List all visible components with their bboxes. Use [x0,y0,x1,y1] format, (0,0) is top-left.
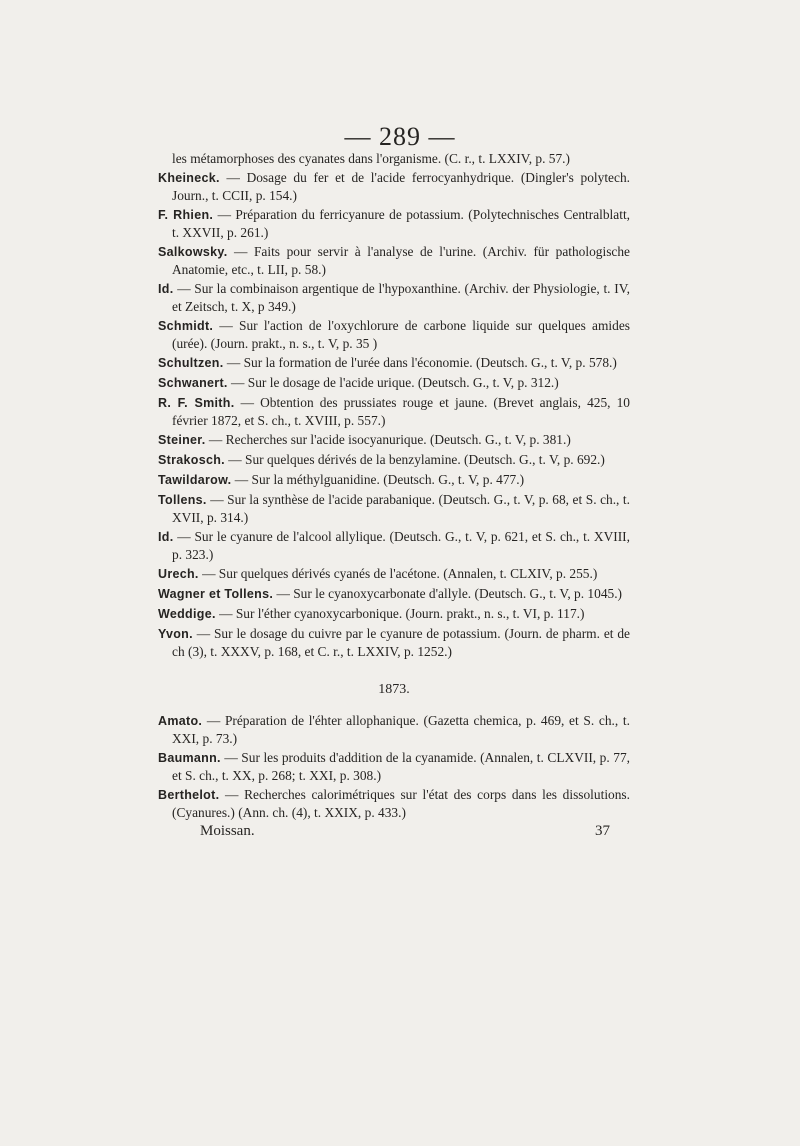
bibliography-entries [158,150,630,840]
entry-author: Schmidt. [158,319,214,333]
entry-author: Tollens. [158,493,207,507]
bibliography-entry [158,491,630,526]
entry-author: Steiner. [158,433,206,447]
bibliography-entry [158,243,630,278]
entries-1872 [158,150,630,660]
bibliography-entry [158,150,630,167]
entry-text: — Sur le cyanure de l'alcool allylique. (Deutsch. G., t. V, p. 621, et S. ch., t. XVIII, p. 323.) [172,529,630,562]
entry-author: Schultzen. [158,356,224,370]
entry-text: — Sur la synthèse de l'acide parabanique. (Deutsch. G., t. V, p. 68, et S. ch., t. XVII, p. 314.) [172,492,630,525]
entry-author: Kheineck. [158,171,220,185]
entry-text: — Recherches sur l'acide isocyanurique. (Deutsch. G., t. V, p. 381.) [205,432,571,447]
entry-text: — Sur le dosage de l'acide urique. (Deutsch. G., t. V, p. 312.) [227,375,559,390]
entry-text: — Recherches calorimétriques sur l'état des corps dans les dissolutions. (Cyanures.) (Ann. ch. (4), t. XXIX, p. 433.) [172,787,630,820]
footer-sheet-number: 37 [595,823,610,839]
entry-text: — Sur la méthylguanidine. (Deutsch. G., t. V, p. 477.) [231,472,525,487]
bibliography-entry [158,749,630,784]
bibliography-entry [158,786,630,821]
bibliography-entry [158,451,630,469]
bibliography-entry [158,585,630,603]
entry-text: — Dosage du fer et de l'acide ferrocyanhydrique. (Dingler's polytech. Journ., t. CCII, p. 154.) [172,170,630,203]
page-footer [158,823,630,840]
entry-author: Schwanert. [158,376,228,390]
entry-author: Yvon. [158,627,193,641]
entry-author: Amato. [158,714,203,728]
entry-author: Salkowsky. [158,245,228,259]
bibliography-entry [158,471,630,489]
entry-text: — Préparation de l'éhter allophanique. (Gazetta chemica, p. 469, et S. ch., t. XXI, p. 73.) [172,713,630,746]
bibliography-entry [158,605,630,623]
footer-signature: Moissan. [200,823,255,839]
entry-author: R. F. Smith. [158,396,235,410]
bibliography-entry [158,206,630,241]
bibliography-entry [158,528,630,563]
entry-text: — Sur la formation de l'urée dans l'économie. (Deutsch. G., t. V, p. 578.) [223,355,617,370]
entry-text: — Préparation du ferricyanure de potassium. (Polytechnisches Centralblatt, t. XXVII, p. 261.) [172,207,631,240]
entry-author: F. Rhien. [158,208,214,222]
entry-author: Wagner et Tollens. [158,587,274,601]
bibliography-entry [158,625,630,660]
bibliography-entry [158,565,630,583]
entry-author: Weddige. [158,607,216,621]
bibliography-entry [158,280,630,315]
entry-text: — Sur quelques dérivés cyanés de l'acétone. (Annalen, t. CLXIV, p. 255.) [198,566,598,581]
entry-author: Urech. [158,567,199,581]
bibliography-entry [158,712,630,747]
entry-text: les métamorphoses des cyanates dans l'organisme. (C. r., t. LXXIV, p. 57.) [172,151,570,166]
entry-text: — Sur le dosage du cuivre par le cyanure de potassium. (Journ. de pharm. et de ch (3), t. XXXV, p. 168, et C. r., t. LXXIV, p. 1252.) [172,626,630,659]
year-heading: 1873. [378,682,410,697]
entry-text: — Faits pour servir à l'analyse de l'urine. (Archiv. für pathologische Anatomie, etc., t. LII, p. 58.) [172,244,630,277]
entry-author: Baumann. [158,751,221,765]
entry-text: — Sur la combinaison argentique de l'hypoxanthine. (Archiv. der Physiologie, t. IV, et Zeitsch, t. X, p 349.) [172,281,630,314]
entry-text: — Sur quelques dérivés de la benzylamine. (Deutsch. G., t. V, p. 692.) [224,452,605,467]
bibliography-entry [158,317,630,352]
entry-text: — Sur les produits d'addition de la cyanamide. (Annalen, t. CLXVII, p. 77, et S. ch., t. XX, p. 268; t. XXI, p. 308.) [172,750,630,783]
entry-text: — Sur l'action de l'oxychlorure de carbone liquide sur quelques amides (urée). (Journ. prakt., n. s., t. V, p. 35 ) [172,318,630,351]
bibliography-entry [158,354,630,372]
entry-author: Id. [158,282,174,296]
bibliography-entry [158,431,630,449]
page-number: — 289 — [344,122,456,151]
bibliography-entry [158,169,630,204]
entry-author: Id. [158,530,174,544]
bibliography-entry [158,374,630,392]
entry-text: — Sur le cyanoxycarbonate d'allyle. (Deutsch. G., t. V, p. 1045.) [273,586,623,601]
entries-1873 [158,712,630,821]
bibliography-entry [158,394,630,429]
entry-author: Berthelot. [158,788,220,802]
entry-author: Tawildarow. [158,473,232,487]
entry-text: — Sur l'éther cyanoxycarbonique. (Journ. prakt., n. s., t. VI, p. 117.) [215,606,585,621]
entry-text: — Obtention des prussiates rouge et jaune. (Brevet anglais, 425, 10 février 1872, et S. ch., t. XVIII, p. 557.) [172,395,630,428]
entry-author: Strakosch. [158,453,225,467]
